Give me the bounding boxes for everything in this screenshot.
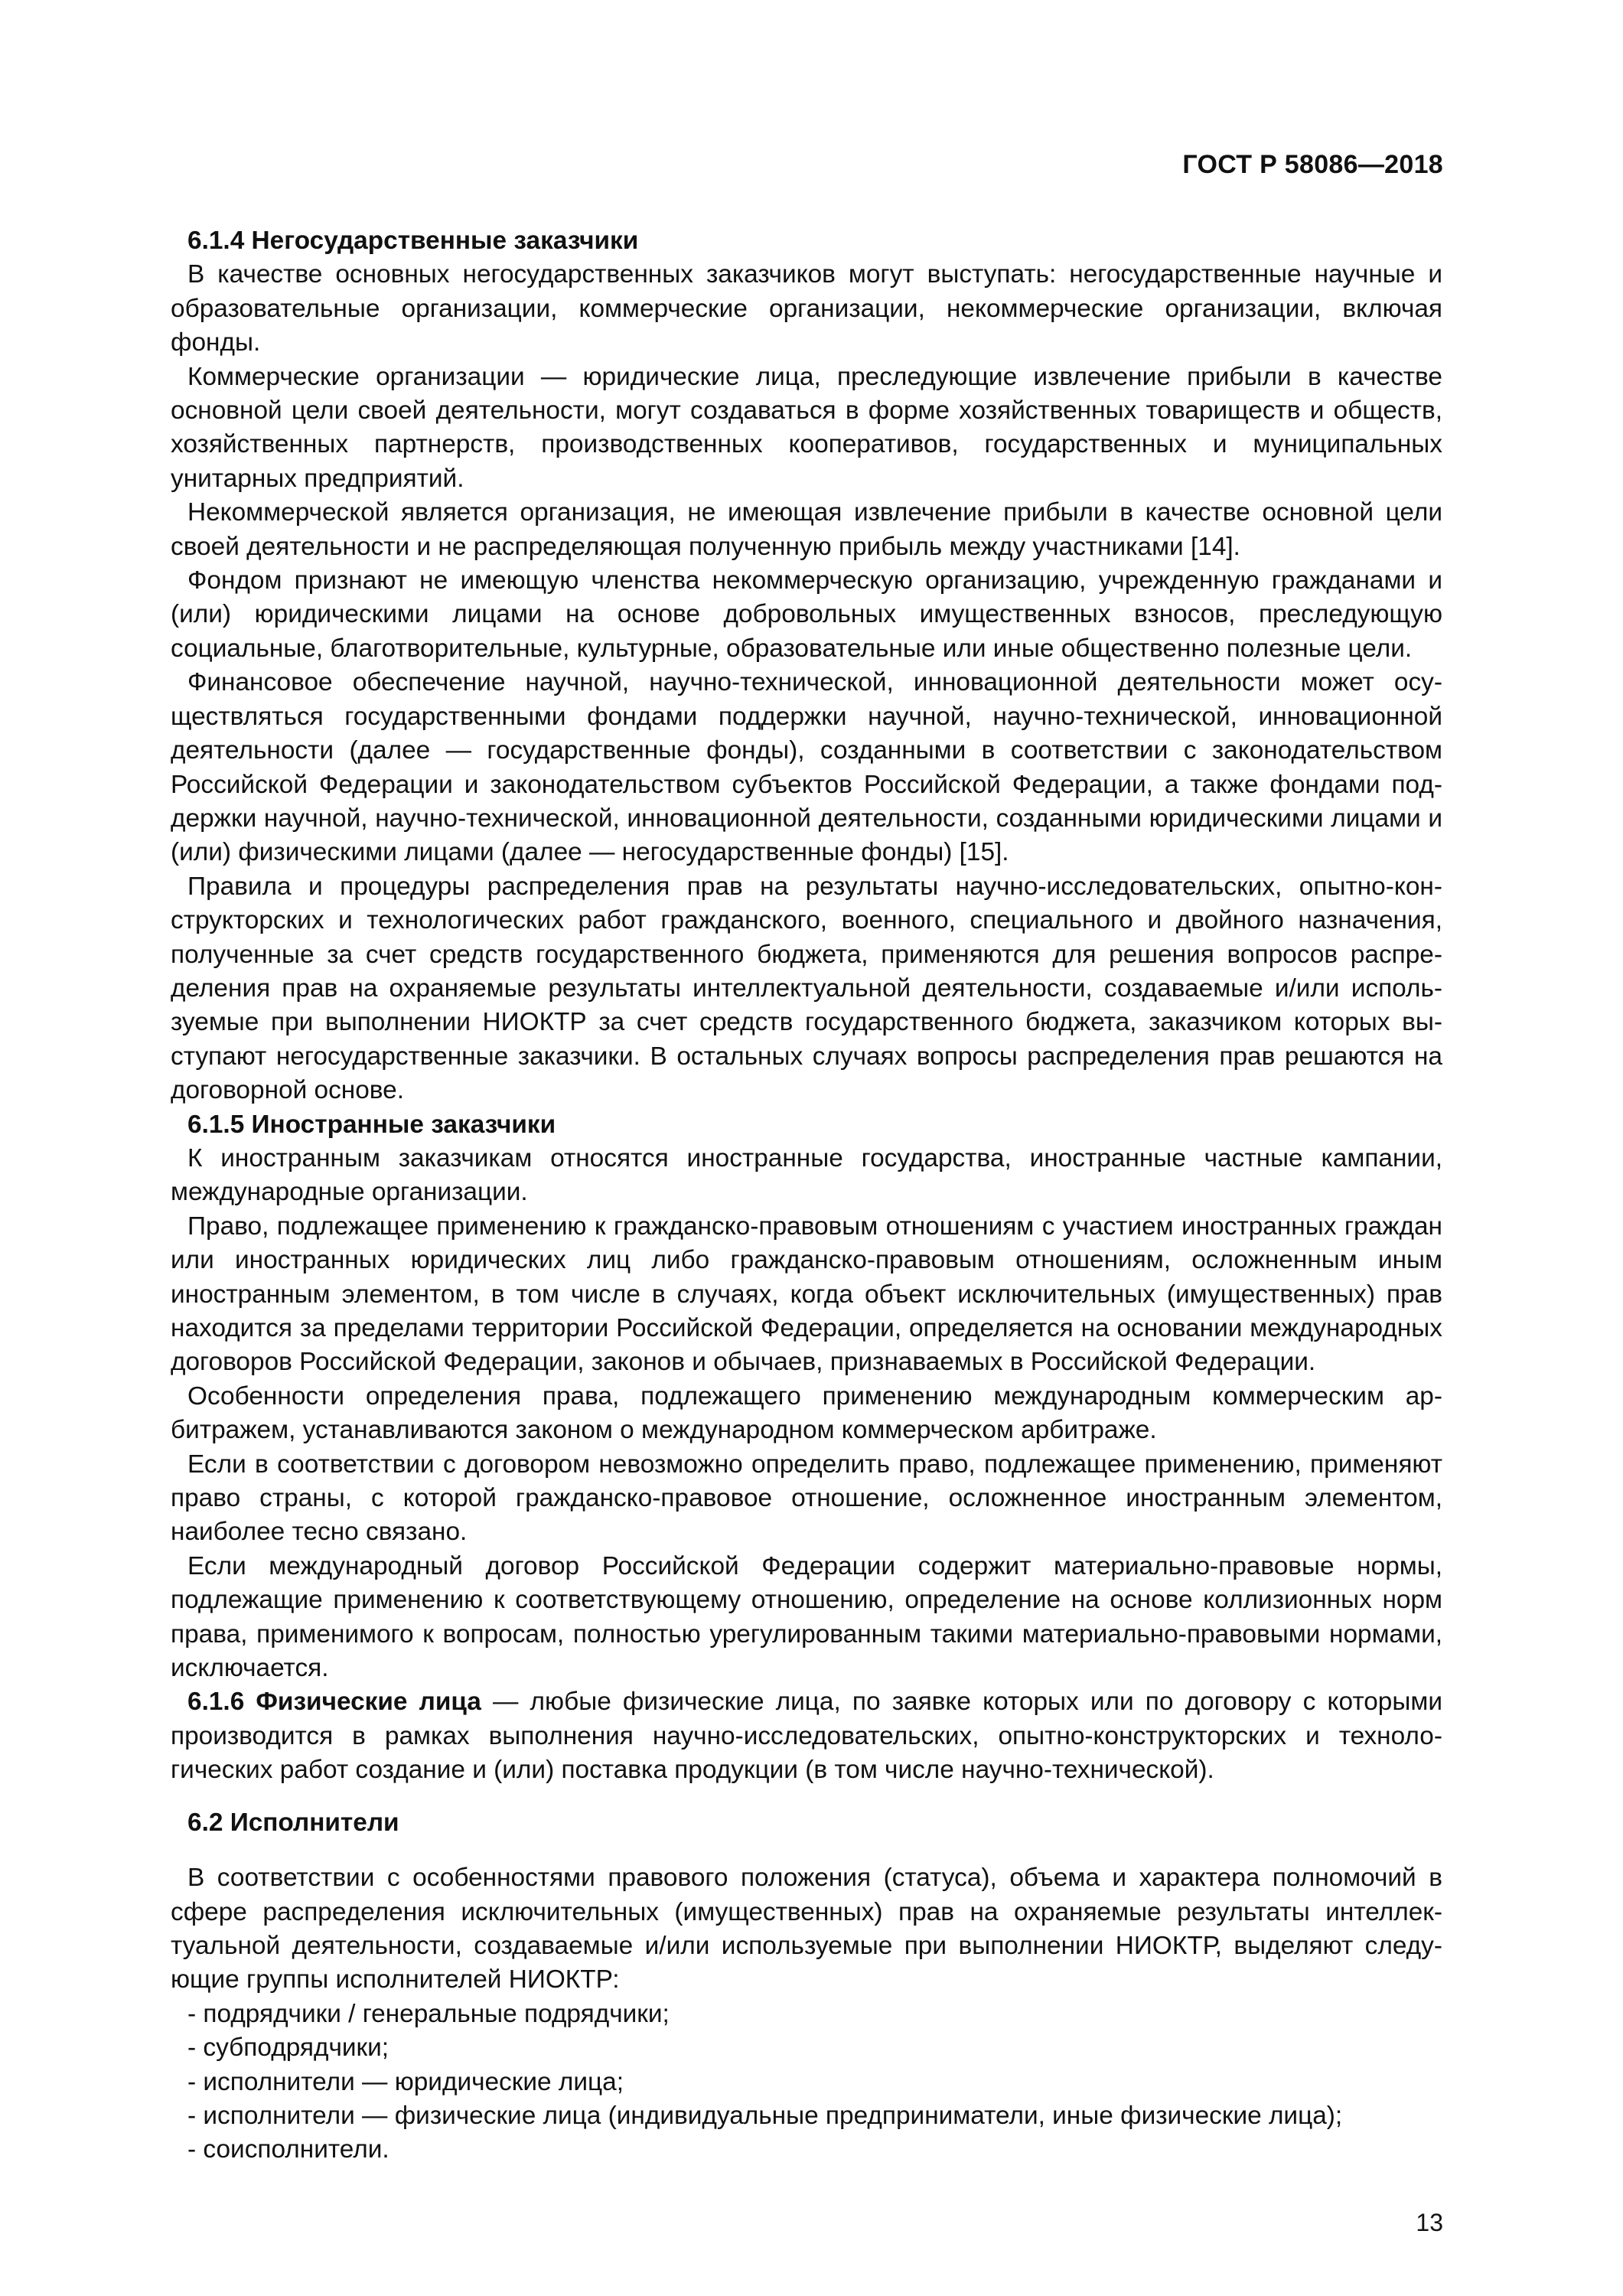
paragraph: К иностранным заказчикам относятся иностранные государства, иностранные частные кампании, международные организации. (171, 1143, 1442, 1207)
paragraph: Если в соответствии с договором невозможно определить право, подлежащее применению, применяют право страны, с которой гражданско-правовое отношение, осложненное иностранным элементом, наиболее тесно связано. (171, 1450, 1442, 1547)
executors-list (171, 1998, 1442, 2167)
list-item: - субподрядчики; (187, 2033, 389, 2063)
paragraph: В соответствии с особенностями правового положения (статуса), объема и характера полномочий в сфере распределения исключительных (имущественных) прав на охраняемые результаты интеллектуальной деятельности, создаваемые и/или используемые при выполнении НИОКТР, выделяют следующие группы исполнителей НИОКТР: (171, 1864, 1442, 1994)
page-number: 13 (1416, 2209, 1443, 2236)
section-heading-6-1-5: 6.1.5 Иностранные заказчики (187, 1110, 556, 1139)
paragraph: Финансовое обеспечение научной, научно-технической, инновационной деятельности может осуществляться государственными фондами поддержки научной, научно-технической, инновационной деятельности (далее — государственные фонды), созданными в соответствии с законодательством Российской Федерации и законодательством субъектов Российской Федерации, а также фондами поддержки научной, научно-технической, инновационной деятельности, созданными юридическими лицами и (или) физическими лицами (далее — негосударственные фонды) [15]. (171, 668, 1442, 867)
list-item: - подрядчики / генеральные подрядчики; (187, 1999, 670, 2028)
paragraph: В качестве основных негосударственных заказчиков могут выступать: негосударственные научные и образовательные организации, коммерческие организации, некоммерческие организации, включая фонды. (171, 260, 1442, 357)
section-text-6-1-6: — любые физические лица, по заявке которых или по договору с которыми производится в рамках выполнения научно-исследовательских, опытно-конструкторских и технологических работ создание и (или) поставка продукции (в том числе научно-технической). (171, 1688, 1442, 1785)
list-item: - исполнители — юридические лица; (187, 2067, 624, 2096)
paragraph: Право, подлежащее применению к гражданско-правовым отношениям с участием иностранных граждан или иностранных юридических лиц либо гражданско-правовым отношениям, осложненным иным иностранным элементом, в том числе в случаях, когда объект исключительных (имущественных) прав находится за пределами территории Российской Федерации, определяется на основании международных договоров Российской Федерации, законов и обычаев, признаваемых в Российской Федерации. (171, 1212, 1442, 1377)
paragraph: Фондом признают не имеющую членства некоммерческую организацию, учрежденную гражданами и (или) юридическими лицами на основе добровольных имущественных взносов, преследующую социальные, благотворительные, культурные, образовательные или иные общественно полезные цели. (171, 566, 1442, 663)
paragraph: Правила и процедуры распределения прав на результаты научно-исследовательских, опытно-конструкторских и технологических работ гражданского, военного, специального и двойного назначения, полученные за счет средств государственного бюджета, применяются для решения вопросов распределения прав на охраняемые результаты интеллектуальной деятельности, создаваемые и/или используемые при выполнении НИОКТР за счет средств государственного бюджета, заказчиком которых выступают негосударственные заказчики. В остальных случаях вопросы распределения прав решаются на договорной основе. (171, 872, 1442, 1105)
list-item: - соисполнители. (187, 2135, 389, 2164)
page-body (171, 224, 1442, 2167)
section-heading-6-2: 6.2 Исполнители (187, 1808, 399, 1837)
paragraph-6-1-6 (171, 1685, 1442, 1787)
paragraph: Если международный договор Российской Федерации содержит материально-правовые нормы, подлежащие применению к соответствующему отношению, определение на основе коллизионных норм права, применимого к вопросам, полностью урегулированным такими материально-правовыми нормами, исключается. (171, 1551, 1442, 1683)
section-heading-6-1-4: 6.1.4 Негосударственные заказчики (187, 227, 639, 255)
paragraph: Коммерческие организации — юридические лица, преследующие извлечение прибыли в качестве основной цели своей деятельности, могут создаваться в форме хозяйственных товариществ и обществ, хозяйственных партнерств, производственных кооперативов, государственных и муниципальных унитарных предприятий. (171, 362, 1442, 493)
standard-header: ГОСТ Р 58086—2018 (1182, 150, 1443, 179)
paragraph: Особенности определения права, подлежащего применению международным коммерческим арбитражем, устанавливаются законом о международном коммерческом арбитраже. (171, 1381, 1442, 1445)
paragraph: Некоммерческой является организация, не имеющая извлечение прибыли в качестве основной цели своей деятельности и не распределяющая полученную прибыль между участниками [14]. (171, 498, 1442, 561)
list-item: - исполнители — физические лица (индивидуальные предприниматели, иные физические лица); (187, 2101, 1343, 2130)
section-lead-6-1-6: 6.1.6 Физические лица (187, 1688, 481, 1717)
